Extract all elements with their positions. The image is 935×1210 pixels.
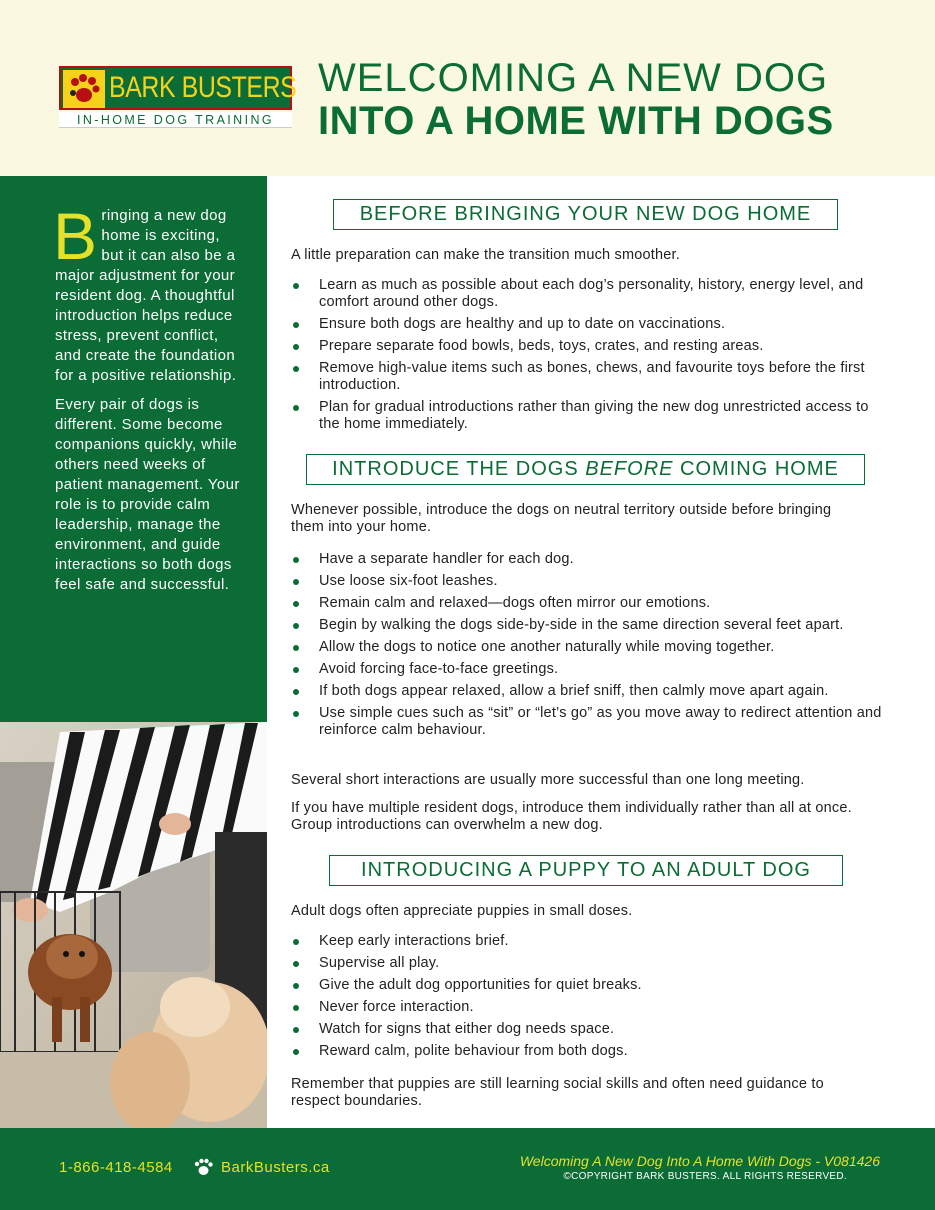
page-footer [0,1128,935,1210]
bullet-dot-icon [293,645,299,651]
list-item [291,551,891,568]
bullet-dot-icon [293,939,299,945]
intro-sidebar [0,176,267,722]
dogs-photo [0,722,267,1128]
bullet-dot-icon [293,366,299,372]
bullet-dot-icon [293,689,299,695]
list-item-text: Use simple cues such as “sit” or “let’s go” as you move away to redirect attention and reinforce calm behaviour. [319,705,882,738]
list-item [291,955,891,972]
bullet-dot-icon [293,667,299,673]
list-item-text: Ensure both dogs are healthy and up to date on vaccinations. [319,316,726,332]
list-item-text: Remain calm and relaxed—dogs often mirror our emotions. [319,595,711,611]
list-item [291,933,891,950]
list-item [291,1043,891,1060]
page-header [0,0,935,176]
list-item-text: Remove high-value items such as bones, chews, and favourite toys before the first introduction. [319,360,865,393]
sidebar-paragraph-2: Every pair of dogs is different. Some become companions quickly, while others need weeks of patient management. Your role is to provide calm leadership, manage the environment, and guide interactions so both dogs feel safe and successful. [55,396,240,593]
section3-outro: Remember that puppies are still learning social skills and often need guidance to respect boundaries. [291,1076,824,1109]
footer-document-title: Welcoming A New Dog Into A Home With Dogs - V081426 [519,1153,880,1169]
list-item-text: Prepare separate food bowls, beds, toys, crates, and resting areas. [319,338,764,354]
section2-heading-pre: INTRODUCE THE DOGS [332,458,586,480]
list-item [291,360,891,394]
section1-heading: BEFORE BRINGING YOUR NEW DOG HOME [333,199,838,230]
list-item [291,338,891,355]
page-title-line2: INTO A HOME WITH DOGS [318,99,834,143]
section2-outro-1: Several short interactions are usually more successful than one long meeting. [291,772,805,788]
list-item-text: Learn as much as possible about each dog’s personality, history, energy level, and comfort around other dogs. [319,277,864,310]
section3-intro: Adult dogs often appreciate puppies in small doses. [291,903,633,919]
list-item-text: Reward calm, polite behaviour from both dogs. [319,1043,628,1059]
list-item [291,661,891,678]
list-item [291,639,891,656]
logo-banner [59,66,297,110]
bullet-dot-icon [293,579,299,585]
section1-bullet-list [291,277,891,438]
section2-intro: Whenever possible, introduce the dogs on neutral territory outside before bringing them into your home. [291,502,832,535]
sidebar-text-1: ringing a new dog home is exciting, but it can also be a major adjustment for your resident dog. A thoughtful introduction helps reduce stress, prevent conflict, and create the foundation for a positive relationship. [55,207,237,384]
bullet-dot-icon [293,557,299,563]
list-item [291,399,891,433]
list-item-text: Supervise all play. [319,955,440,971]
bullet-dot-icon [293,1049,299,1055]
list-item-text: Avoid forcing face-to-face greetings. [319,661,559,677]
list-item-text: If both dogs appear relaxed, allow a brief sniff, then calmly move apart again. [319,683,829,699]
list-item [291,316,891,333]
bullet-dot-icon [293,623,299,629]
footer-copyright: ©COPYRIGHT BARK BUSTERS. ALL RIGHTS RESERVED. [563,1171,847,1182]
footer-website-link[interactable]: BarkBusters.ca [221,1159,330,1176]
list-item-text: Never force interaction. [319,999,474,1015]
list-item-text: Keep early interactions brief. [319,933,509,949]
bullet-dot-icon [293,283,299,289]
bullet-dot-icon [293,601,299,607]
list-item-text: Have a separate handler for each dog. [319,551,574,567]
bullet-dot-icon [293,983,299,989]
bullet-dot-icon [293,344,299,350]
bullet-dot-icon [293,961,299,967]
paw-logo-icon [63,70,105,108]
paw-footer-icon [193,1158,213,1181]
bullet-dot-icon [293,1005,299,1011]
section3-bullet-list [291,933,891,1065]
section2-heading-post: COMING HOME [673,458,839,480]
list-item-text: Begin by walking the dogs side-by-side in the same direction several feet apart. [319,617,844,633]
drop-cap: B [53,199,98,273]
list-item [291,595,891,612]
bullet-dot-icon [293,322,299,328]
section3-heading: INTRODUCING A PUPPY TO AN ADULT DOG [329,855,843,886]
page-title-line1: WELCOMING A NEW DOG [318,56,829,100]
section2-outro-2: If you have multiple resident dogs, introduce them individually rather than all at once. Group introductions can overwhelm a new dog. [291,800,852,833]
bullet-dot-icon [293,711,299,717]
list-item [291,617,891,634]
list-item-text: Plan for gradual introductions rather than giving the new dog unrestricted access to the home immediately. [319,399,869,432]
list-item [291,705,891,739]
section2-heading [306,454,865,485]
list-item [291,277,891,311]
list-item-text: Use loose six-foot leashes. [319,573,498,589]
logo-text: BARK BUSTERS [109,71,297,104]
bark-busters-logo [59,66,297,128]
section2-heading-em: BEFORE [585,458,674,480]
list-item [291,573,891,590]
list-item-text: Allow the dogs to notice one another naturally while moving together. [319,639,775,655]
list-item [291,1021,891,1038]
list-item-text: Watch for signs that either dog needs space. [319,1021,615,1037]
list-item [291,977,891,994]
section1-intro: A little preparation can make the transition much smoother. [291,247,680,263]
footer-phone[interactable]: 1-866-418-4584 [59,1159,173,1176]
list-item [291,999,891,1016]
bullet-dot-icon [293,405,299,411]
list-item [291,683,891,700]
bullet-dot-icon [293,1027,299,1033]
sidebar-paragraph-1 [53,199,241,386]
list-item-text: Give the adult dog opportunities for quiet breaks. [319,977,642,993]
logo-tagline: IN-HOME DOG TRAINING [59,112,292,128]
section2-bullet-list [291,551,891,744]
